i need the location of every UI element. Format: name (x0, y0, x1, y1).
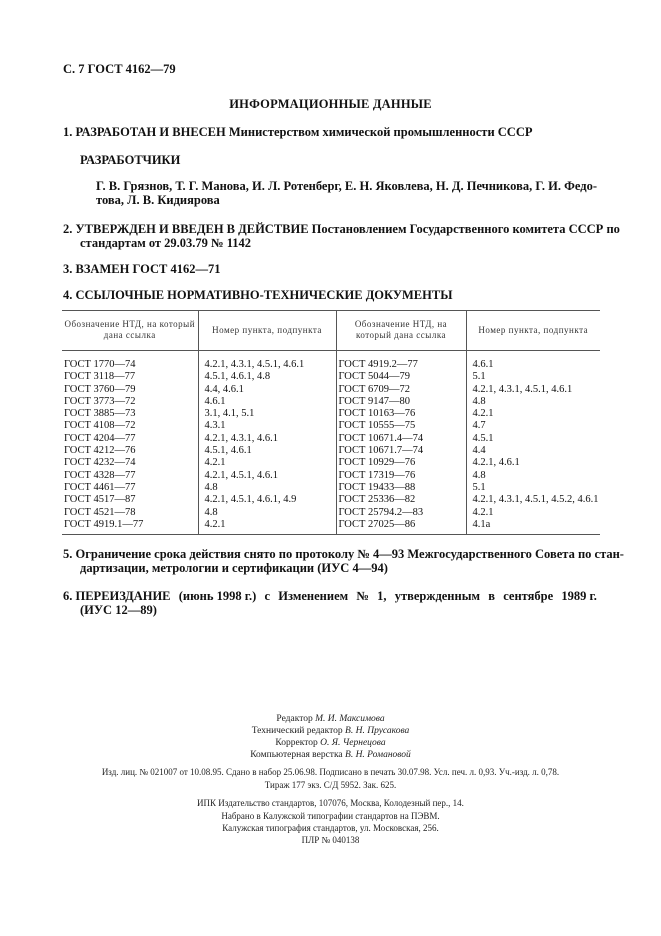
cell-ntd-1: ГОСТ 4232—74 (64, 457, 136, 469)
cell-clause-1: 3.1, 4.1, 5.1 (198, 408, 336, 420)
page-title: ИНФОРМАЦИОННЫЕ ДАННЫЕ (229, 97, 432, 111)
cell-clause-1: 4.2.1, 4.5.1, 4.6.1, 4.9 (198, 494, 336, 506)
col-header-ntd-1: Обозначение НТД, на который дана ссылка (62, 311, 198, 351)
cell-clause-1: 4.2.1, 4.3.1, 4.5.1, 4.6.1 (198, 351, 336, 372)
section-6-line-2: (ИУС 12—89) (80, 603, 157, 617)
table-row (62, 470, 600, 482)
cell-ntd-1: ГОСТ 4919.1—77 (62, 519, 198, 535)
cell-clause-2: 4.1а (466, 519, 600, 535)
cell-clause-1: 4.8 (198, 482, 336, 494)
cell-ntd-1: ГОСТ 4212—76 (64, 445, 136, 457)
cell-clause-2: 5.1 (466, 482, 600, 494)
cell-clause-1: 4.2.1, 4.3.1, 4.6.1 (198, 433, 336, 445)
section-5-line-1: 5. Ограничение срока действия снято по протоколу № 4—93 Межгосударственного Совета по стан- (63, 547, 624, 561)
table-row (62, 371, 600, 383)
table-row (62, 384, 600, 396)
cell-ntd-2: ГОСТ 10671.4—74 (336, 433, 466, 445)
credit-proofreader (0, 737, 661, 749)
section-6-word: утвержденным (394, 589, 480, 603)
page-header: С. 7 ГОСТ 4162—79 (63, 62, 176, 76)
credit-layout (0, 749, 661, 761)
cell-clause-2: 4.2.1, 4.6.1 (466, 457, 600, 469)
credit-editor-label: Редактор (276, 714, 313, 724)
cell-ntd-2: ГОСТ 10555—75 (336, 420, 466, 432)
table-body (62, 351, 600, 535)
publisher-line-2: Набрано в Калужской типографии стандартов на ПЭВМ. (221, 811, 440, 821)
cell-ntd-2: ГОСТ 9147—80 (336, 396, 466, 408)
credit-tech-editor-label: Технический редактор (251, 726, 343, 736)
cell-ntd-2: ГОСТ 25336—82 (336, 494, 466, 506)
cell-ntd-2: ГОСТ 4919.2—77 (336, 351, 466, 372)
credit-editor-name: М. И. Максимова (315, 714, 385, 724)
imprint-line-2: Тираж 177 экз. С/Д 5952. Зак. 625. (264, 780, 397, 790)
table-row (62, 519, 600, 535)
cell-ntd-1: ГОСТ 4521—78 (64, 506, 136, 518)
table-header-row (62, 311, 600, 351)
section-4: 4. ССЫЛОЧНЫЕ НОРМАТИВНО-ТЕХНИЧЕСКИЕ ДОКУМЕНТЫ (63, 288, 453, 302)
section-6-word: (июнь 1998 г.) (178, 589, 257, 603)
developers-label: РАЗРАБОТЧИКИ (80, 153, 181, 167)
table-row (62, 396, 600, 408)
cell-ntd-2: ГОСТ 27025—86 (336, 519, 466, 535)
cell-clause-2: 4.2.1 (466, 507, 600, 519)
cell-clause-1: 4.3.1 (198, 420, 336, 432)
cell-clause-2: 4.8 (466, 396, 600, 408)
developers-names-line-2: това, Л. В. Кидиярова (96, 193, 220, 207)
cell-ntd-1: ГОСТ 4517—87 (64, 494, 136, 506)
table-row (62, 457, 600, 469)
table-row (62, 351, 600, 372)
cell-clause-2: 4.5.1 (466, 433, 600, 445)
cell-ntd-2: ГОСТ 6709—72 (336, 384, 466, 396)
section-2-line-1: 2. УТВЕРЖДЕН И ВВЕДЕН В ДЕЙСТВИЕ Постановлением Государственного комитета СССР по (63, 222, 620, 236)
cell-clause-2: 4.7 (466, 420, 600, 432)
col-header-clause-2: Номер пункта, подпункта (466, 311, 600, 351)
cell-ntd-1: ГОСТ 4461—77 (64, 481, 136, 493)
cell-ntd-2: ГОСТ 10671.7—74 (336, 445, 466, 457)
cell-clause-2: 4.2.1, 4.3.1, 4.5.1, 4.6.1 (466, 384, 600, 396)
section-6-word: 1989 г. (561, 589, 597, 603)
cell-clause-2: 5.1 (466, 371, 600, 383)
cell-clause-1: 4.2.1 (198, 519, 336, 535)
publisher-line-1: ИПК Издательство стандартов, 107076, Москва, Колодезный пер., 14. (197, 798, 464, 808)
credit-editor (0, 713, 661, 725)
cell-ntd-1: ГОСТ 1770—74 (64, 359, 136, 370)
cell-ntd-1: ГОСТ 3885—73 (64, 408, 136, 420)
cell-ntd-2: ГОСТ 10163—76 (336, 408, 466, 420)
credit-proofreader-label: Корректор (275, 738, 318, 748)
col-header-clause-1: Номер пункта, подпункта (198, 311, 336, 351)
cell-ntd-1: ГОСТ 4328—77 (64, 469, 136, 481)
cell-ntd-2: ГОСТ 10929—76 (336, 457, 466, 469)
section-6-word: сентябре (503, 589, 554, 603)
credit-layout-label: Компьютерная верстка (250, 750, 343, 760)
cell-clause-2: 4.2.1 (466, 408, 600, 420)
section-6-word: 1, (377, 589, 387, 603)
section-1: 1. РАЗРАБОТАН И ВНЕСЕН Министерством химической промышленности СССР (63, 125, 533, 139)
section-6-word: № (356, 589, 369, 603)
section-6-word: 6. ПЕРЕИЗДАНИЕ (63, 589, 171, 603)
table-row (62, 507, 600, 519)
table-row (62, 433, 600, 445)
cell-clause-2: 4.6.1 (466, 351, 600, 372)
cell-clause-1: 4.6.1 (198, 396, 336, 408)
cell-clause-1: 4.2.1, 4.5.1, 4.6.1 (198, 470, 336, 482)
section-2-line-2: стандартам от 29.03.79 № 1142 (80, 236, 252, 250)
developers-names-line-1: Г. В. Грязнов, Т. Г. Манова, И. Л. Ротенберг, Е. Н. Яковлева, Н. Д. Печникова, Г. И. Федо- (96, 179, 597, 193)
table-row (62, 494, 600, 506)
cell-ntd-2: ГОСТ 5044—79 (336, 371, 466, 383)
cell-ntd-1: ГОСТ 4204—77 (64, 432, 136, 444)
references-table (62, 310, 600, 535)
table-row (62, 445, 600, 457)
cell-ntd-1: ГОСТ 3760—79 (64, 383, 136, 395)
cell-ntd-1: ГОСТ 3118—77 (64, 371, 136, 383)
cell-clause-2: 4.2.1, 4.3.1, 4.5.1, 4.5.2, 4.6.1 (466, 494, 600, 506)
credit-proofreader-name: О. Я. Чернецова (320, 738, 386, 748)
cell-clause-1: 4.5.1, 4.6.1, 4.8 (198, 371, 336, 383)
table-row (62, 420, 600, 432)
cell-clause-2: 4.4 (466, 445, 600, 457)
publisher-line-4: ПЛР № 040138 (301, 835, 360, 845)
cell-clause-2: 4.8 (466, 470, 600, 482)
credit-tech-editor (0, 725, 661, 737)
credit-layout-name: В. Н. Романовой (345, 750, 411, 760)
publisher-line-3: Калужская типография стандартов, ул. Московская, 256. (222, 823, 439, 833)
col-header-ntd-2: Обозначение НТД, на который дана ссылка (336, 311, 466, 351)
cell-ntd-1: ГОСТ 4108—72 (64, 420, 136, 432)
section-5-line-2: дартизации, метрологии и сертификации (ИУС 4—94) (80, 561, 388, 575)
section-6-word: в (488, 589, 495, 603)
table-row (62, 482, 600, 494)
cell-ntd-2: ГОСТ 19433—88 (336, 482, 466, 494)
cell-ntd-1: ГОСТ 3773—72 (64, 395, 136, 407)
credit-tech-editor-name: В. Н. Прусакова (345, 726, 410, 736)
table-row (62, 408, 600, 420)
section-6-line-1 (63, 589, 597, 604)
section-3: 3. ВЗАМЕН ГОСТ 4162—71 (63, 262, 221, 276)
cell-clause-1: 4.5.1, 4.6.1 (198, 445, 336, 457)
section-6-word: Изменением (278, 589, 349, 603)
cell-ntd-2: ГОСТ 25794.2—83 (336, 507, 466, 519)
imprint-line-1: Изд. лиц. № 021007 от 10.08.95. Сдано в набор 25.06.98. Подписано в печать 30.07.98. Усл. печ. л. 0,93. Уч.-изд. л. 0,78. (101, 767, 560, 777)
cell-ntd-2: ГОСТ 17319—76 (336, 470, 466, 482)
section-6-word: с (264, 589, 271, 603)
cell-clause-1: 4.2.1 (198, 457, 336, 469)
cell-clause-1: 4.4, 4.6.1 (198, 384, 336, 396)
cell-clause-1: 4.8 (198, 507, 336, 519)
